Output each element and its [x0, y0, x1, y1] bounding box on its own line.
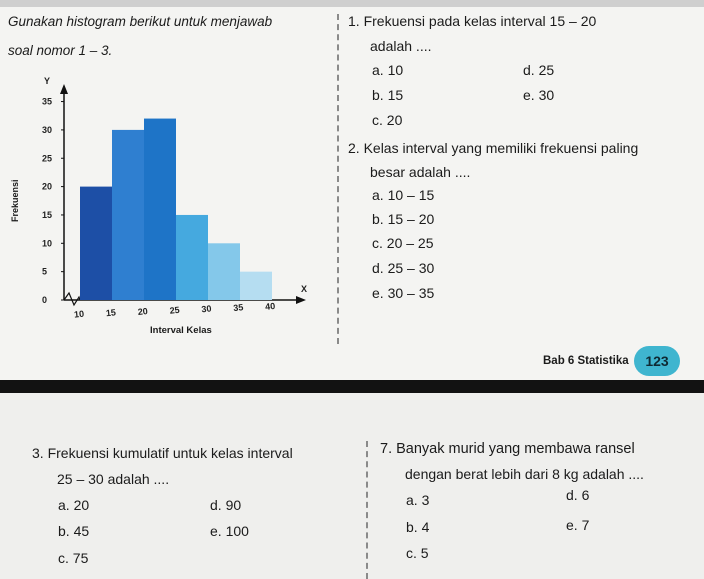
- x-tick-label: 30: [200, 303, 212, 315]
- x-tick-label: 20: [137, 306, 149, 318]
- q3-text-line2: 25 – 30 adalah ....: [57, 471, 170, 487]
- q2-option-b: b. 15 – 20: [372, 211, 435, 227]
- page-number-badge: 123: [634, 346, 680, 376]
- y-axis-letter: Y: [44, 76, 51, 86]
- histogram-bar: [208, 243, 240, 300]
- x-tick-label: 15: [105, 307, 117, 319]
- y-tick-label: 20: [42, 181, 53, 192]
- q7-text-line1: 7. Banyak murid yang membawa ransel: [380, 441, 635, 457]
- y-tick-label: 30: [42, 124, 53, 135]
- histogram-bar: [80, 187, 112, 300]
- y-tick-label: 10: [42, 238, 53, 249]
- y-tick-label: 15: [42, 209, 53, 220]
- q1-option-e: e. 30: [523, 87, 555, 103]
- y-tick-label: 5: [42, 266, 48, 277]
- q2-option-d: d. 25 – 30: [372, 260, 435, 276]
- lower-column-divider: [366, 441, 368, 579]
- histogram-chart: [0, 0, 335, 345]
- q3-text-line1: 3. Frekuensi kumulatif untuk kelas interval: [32, 445, 293, 461]
- q3-option-c: c. 75: [58, 550, 89, 566]
- y-tick-label: 35: [42, 96, 53, 107]
- q7-option-c: c. 5: [406, 545, 429, 561]
- q3-option-a: a. 20: [58, 497, 90, 513]
- column-divider: [337, 14, 339, 344]
- histogram-bar: [240, 272, 272, 300]
- x-axis-letter: X: [301, 284, 308, 294]
- q3-option-e: e. 100: [210, 523, 249, 539]
- q2-text-line1: 2. Kelas interval yang memiliki frekuensi paling: [348, 140, 639, 156]
- y-axis-arrow-icon: [60, 84, 68, 94]
- x-tick-label: 25: [169, 304, 181, 316]
- histogram-bar: [144, 119, 176, 300]
- q7-option-d: d. 6: [566, 487, 590, 503]
- intro-text-line1: Gunakan histogram berikut untuk menjawab: [8, 14, 273, 29]
- q2-option-a: a. 10 – 15: [372, 187, 435, 203]
- q7-option-e: e. 7: [566, 517, 590, 533]
- q3-option-b: b. 45: [58, 523, 90, 539]
- chapter-label: Bab 6 Statistika: [543, 355, 629, 367]
- q1-text-line2: adalah ....: [370, 38, 432, 54]
- x-tick-label: 10: [73, 308, 85, 320]
- y-tick-label: 0: [42, 295, 48, 305]
- q1-option-b: b. 15: [372, 87, 404, 103]
- q7-text-line2: dengan berat lebih dari 8 kg adalah ....: [405, 466, 644, 482]
- q1-option-d: d. 25: [523, 62, 555, 78]
- q7-option-a: a. 3: [406, 492, 430, 508]
- lower-page: [0, 393, 704, 579]
- q2-option-c: c. 20 – 25: [372, 235, 434, 251]
- q2-text-line2: besar adalah ....: [370, 164, 471, 180]
- x-axis-label: Interval Kelas: [150, 325, 212, 336]
- intro-text-line2: soal nomor 1 – 3.: [8, 43, 113, 58]
- histogram-bar: [112, 130, 144, 300]
- histogram-svg: [0, 0, 335, 345]
- x-axis-arrow-icon: [296, 296, 306, 304]
- q1-text-line1: 1. Frekuensi pada kelas interval 15 – 20: [348, 13, 597, 29]
- y-tick-label: 25: [42, 153, 53, 164]
- histogram-bar: [176, 215, 208, 300]
- q3-option-d: d. 90: [210, 497, 242, 513]
- x-tick-label: 35: [232, 302, 244, 314]
- q1-option-a: a. 10: [372, 62, 404, 78]
- q1-option-c: c. 20: [372, 112, 403, 128]
- q2-option-e: e. 30 – 35: [372, 285, 435, 301]
- axis-break-mark: [64, 293, 80, 305]
- page-gap: [0, 380, 704, 393]
- x-tick-label: 40: [264, 300, 276, 312]
- y-axis-label: Frekuensi: [10, 179, 20, 222]
- q7-option-b: b. 4: [406, 519, 430, 535]
